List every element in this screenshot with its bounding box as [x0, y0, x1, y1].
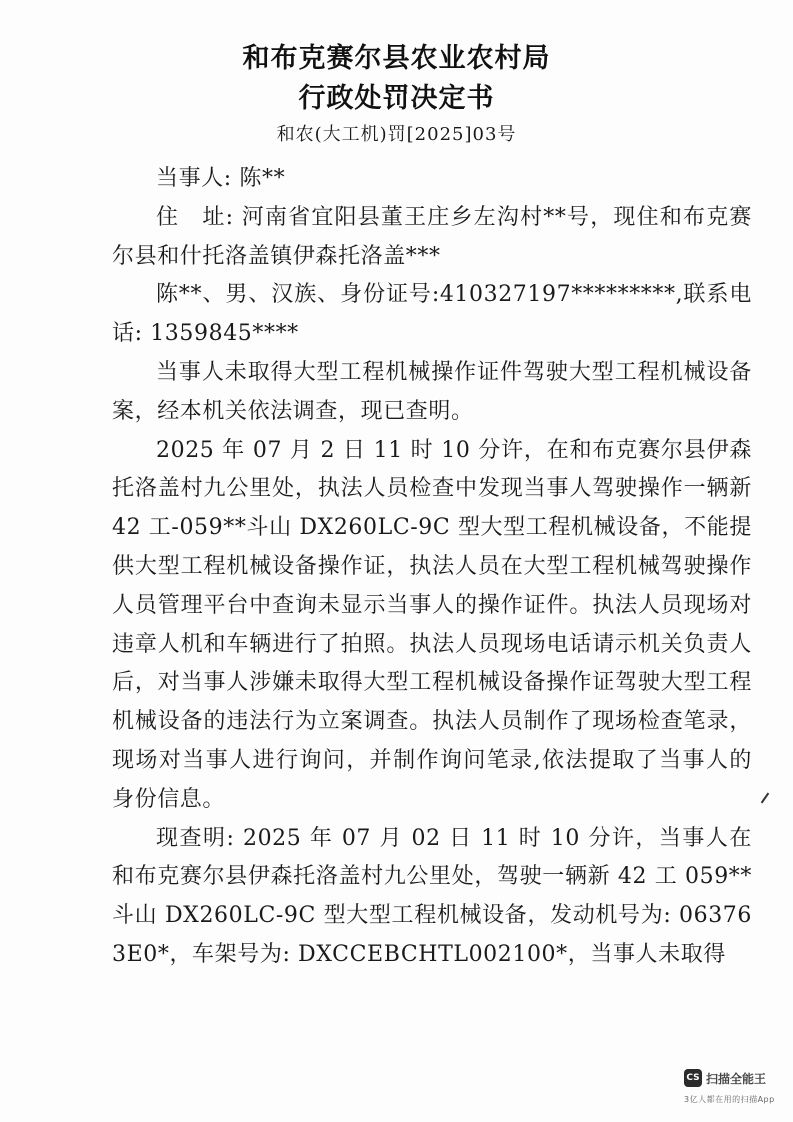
document-title-agency: 和布克赛尔县农业农村局 [242, 43, 551, 74]
findings-paragraph: 现查明: 2025 年 07 月 02 日 11 时 10 分许，当事人在和布克赛尔县伊森托洛盖村九公里处，驾驶一辆新 42 工 059**斗山 DX260LC-9C 型大型工程机械设备，发动机号为: 063763E0*，车架号为: DXCCEBCHTL002100*，当事人未取得 [112, 825, 752, 967]
watermark-app-name: 扫描全能王 [706, 1071, 767, 1086]
address-paragraph: 住 址: 河南省宜阳县董王庄乡左沟村**号，现住和布克赛尔县和什托洛盖镇伊森托洛盖*** [112, 204, 752, 269]
document-body [112, 160, 752, 975]
scanner-watermark [684, 1069, 766, 1087]
document-title-type: 行政处罚决定书 [298, 83, 495, 114]
watermark-tagline: 3亿人都在用的扫描App [684, 1095, 775, 1104]
identity-paragraph: 陈**、男、汉族、身份证号:410327197*********,联系电话: 1359845**** [112, 282, 752, 347]
party-name-paragraph: 当事人: 陈** [156, 166, 286, 191]
camscanner-logo-icon: CS [684, 1069, 702, 1087]
case-summary-paragraph: 当事人未取得大型工程机械操作证件驾驶大型工程机械设备案，经本机关依法调查，现已查明。 [112, 359, 752, 424]
document-number: 和农(大工机)罚[2025]03号 [276, 124, 517, 145]
pen-mark [761, 793, 770, 804]
inspection-paragraph: 2025 年 07 月 2 日 11 时 10 分许，在和布克赛尔县伊森托洛盖村九公里处，执法人员检查中发现当事人驾驶操作一辆新 42 工-059**斗山 DX260LC-9C 型大型工程机械设备，不能提供大型工程机械设备操作证，执法人员在大型工程机械驾驶操作人员管理平台中查询未显示当事人的操作证件。执法人员现场对违章人机和车辆进行了拍照。执法人员现场电话请示机关负责人后，对当事人涉嫌未取得大型工程机械设备操作证驾驶大型工程机械设备的违法行为立案调查。执法人员制作了现场检查笔录，现场对当事人进行询问，并制作询问笔录,依法提取了当事人的身份信息。 [112, 437, 752, 812]
